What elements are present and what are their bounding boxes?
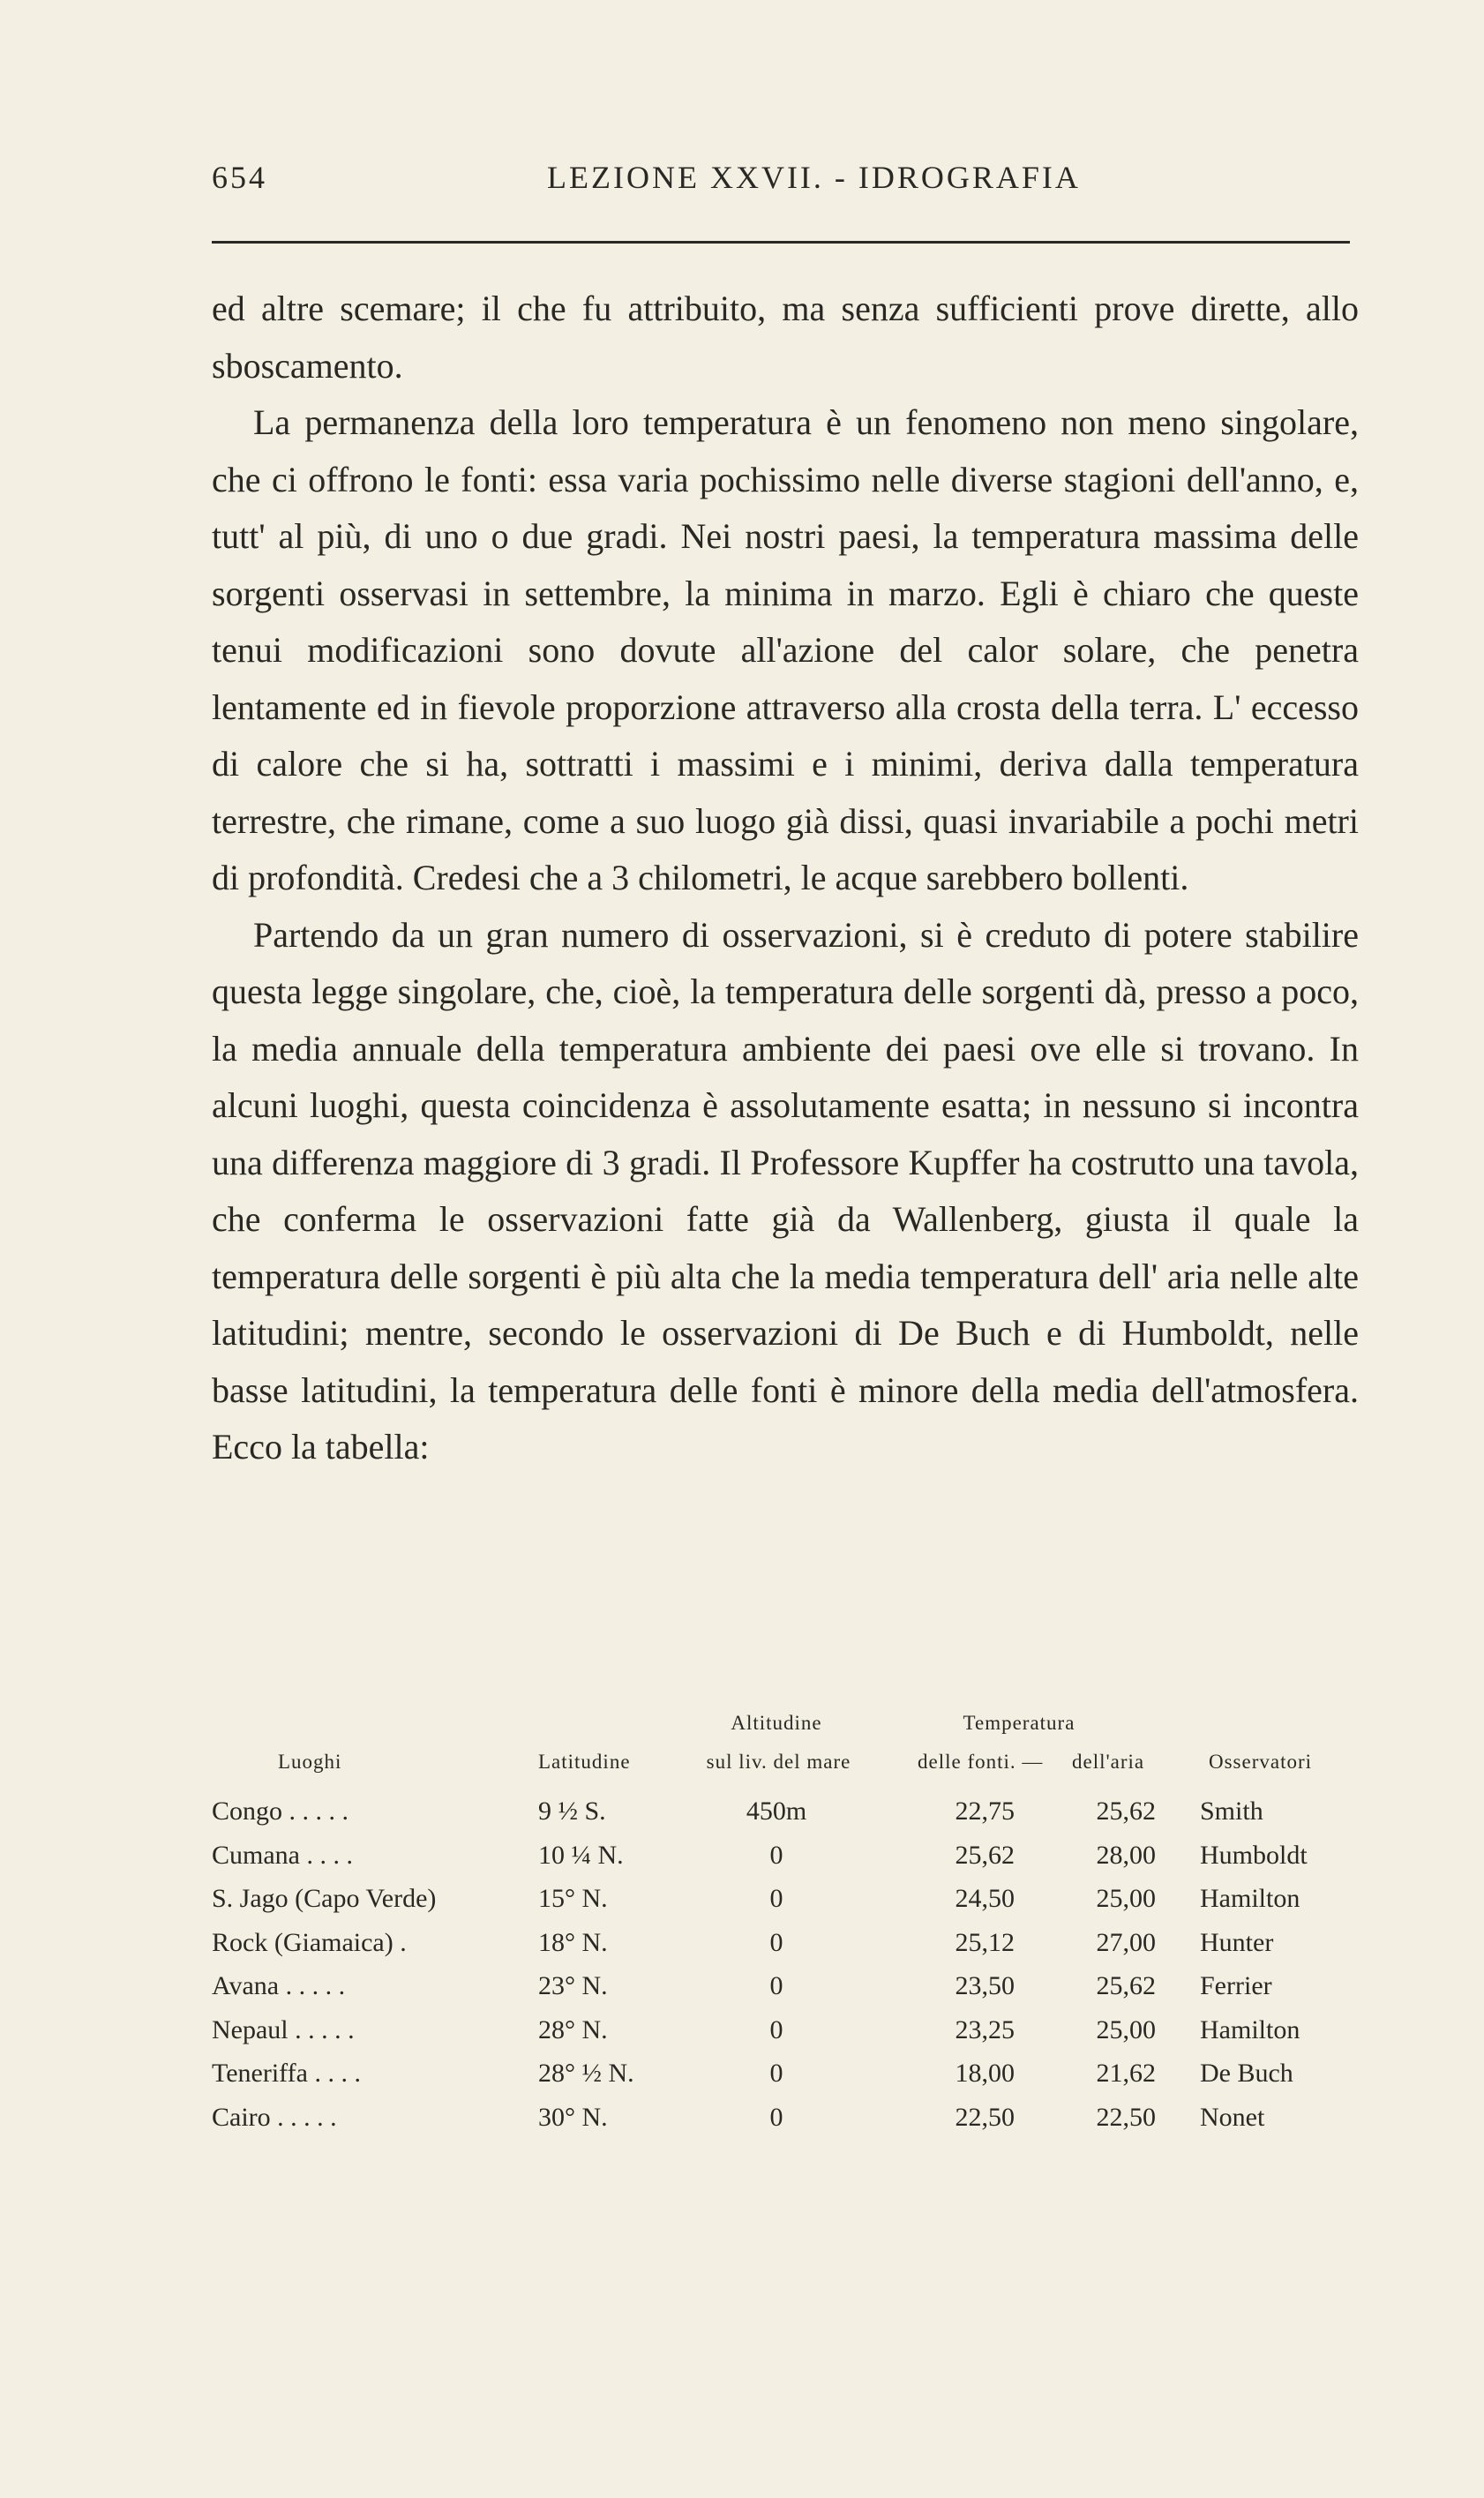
cell-latitude: 23° N. <box>538 1971 608 2000</box>
cell-observer: Ferrier <box>1200 1971 1272 2000</box>
cell-place: Teneriffa . . . . <box>212 2059 361 2088</box>
cell-altitude: 0 <box>769 1927 783 1957</box>
cell-observer: Hamilton <box>1200 1884 1300 1913</box>
cell-altitude: 0 <box>769 2059 783 2088</box>
table-row <box>212 2103 1350 2147</box>
cell-altitude: 450m <box>746 1797 807 1826</box>
table-row <box>212 1971 1350 2015</box>
cell-altitude: 0 <box>769 1840 783 1870</box>
table-row <box>212 2015 1350 2059</box>
paragraph-2: La permanenza della loro temperatura è un fenomeno non meno singolare, che ci offrono le fonti: essa varia pochissimo nelle diverse stagioni dell'anno, e, tutt' al più, di uno o due gradi. Nei nostri paesi, la temperatura massima delle sorgenti osservasi in settembre, la minima in marzo. Egli è chiaro che queste tenui modificazioni sono dovute all'azione del calor solare, che penetra lentamente ed in fievole proporzione attraverso alla crosta della terra. L' eccesso di calore che si ha, sottratti i massimi e i minimi, deriva dalla temperatura terrestre, che rimane, come a suo luogo già dissi, quasi invariabile a pochi metri di profondità. Credesi che a 3 chilometri, le acque sarebbero bollenti. <box>212 402 1359 897</box>
cell-spring-temp: 22,75 <box>955 1797 1015 1826</box>
cell-spring-temp: 23,50 <box>955 1971 1015 2000</box>
cell-spring-temp: 23,25 <box>955 2014 1015 2044</box>
cell-latitude: 28° ½ N. <box>538 2059 634 2088</box>
table-header <box>212 1712 1350 1797</box>
cell-spring-temp: 22,50 <box>955 2102 1015 2132</box>
header-altitude-2: sul liv. del mare <box>706 1751 851 1773</box>
cell-place: Avana . . . . . <box>212 1971 346 2000</box>
paragraph-3: Partendo da un gran numero di osservazioni, si è creduto di potere stabilire questa legge singolare, che, cioè, la temperatura delle sorgenti dà, presso a poco, la media annuale della temperatura ambiente dei paesi ove elle si trovano. In alcuni luoghi, questa coincidenza è assolutamente esatta; in nessuno si incontra una differenza maggiore di 3 gradi. Il Professore Kupffer ha costrutto una tavola, che conferma le osservazioni fatte già da Wallenberg, giusta il quale la temperatura delle sorgenti è più alta che la media temperatura dell' aria nelle alte latitudini; mentre, secondo le osservazioni di De Buch e di Humboldt, nelle basse latitudini, la temperatura delle fonti è minore della media dell'atmosfera. Ecco la tabella: <box>212 914 1359 1467</box>
header-places: Luoghi <box>278 1751 342 1773</box>
header-springs: delle fonti. — <box>918 1751 1044 1773</box>
cell-place: Congo . . . . . <box>212 1797 349 1826</box>
running-header <box>212 159 1350 212</box>
cell-observer: Humboldt <box>1200 1840 1308 1870</box>
cell-air-temp: 25,62 <box>1096 1797 1156 1826</box>
cell-spring-temp: 18,00 <box>955 2059 1015 2088</box>
cell-latitude: 9 ½ S. <box>538 1797 606 1826</box>
running-title: LEZIONE XXVII. - IDROGRAFIA <box>547 160 1081 195</box>
cell-observer: Hamilton <box>1200 2014 1300 2044</box>
cell-place: Rock (Giamaica) . <box>212 1927 407 1957</box>
cell-latitude: 15° N. <box>538 1884 608 1913</box>
cell-spring-temp: 25,12 <box>955 1927 1015 1957</box>
cell-altitude: 0 <box>769 2014 783 2044</box>
header-air: dell'aria <box>1072 1751 1145 1773</box>
cell-observer: Hunter <box>1200 1927 1274 1957</box>
cell-air-temp: 25,00 <box>1096 2014 1156 2044</box>
cell-altitude: 0 <box>769 2102 783 2132</box>
table-row <box>212 1797 1350 1841</box>
cell-altitude: 0 <box>769 1884 783 1913</box>
page-number: 654 <box>212 160 267 195</box>
header-latitude: Latitudine <box>538 1751 631 1773</box>
temperature-table <box>212 1712 1350 2146</box>
header-observers: Osservatori <box>1209 1751 1313 1773</box>
header-rule <box>212 241 1350 244</box>
cell-air-temp: 25,62 <box>1096 1971 1156 2000</box>
cell-observer: Smith <box>1200 1797 1263 1826</box>
paragraph-1: ed altre scemare; il che fu attribuito, ma senza sufficienti prove dirette, allo sboscamento. <box>212 289 1359 386</box>
cell-air-temp: 21,62 <box>1096 2059 1156 2088</box>
cell-altitude: 0 <box>769 1971 783 2000</box>
cell-observer: Nonet <box>1200 2102 1265 2132</box>
cell-place: S. Jago (Capo Verde) <box>212 1884 437 1913</box>
header-temperature: Temperatura <box>963 1712 1076 1734</box>
cell-latitude: 18° N. <box>538 1927 608 1957</box>
cell-air-temp: 27,00 <box>1096 1927 1156 1957</box>
table-row <box>212 2059 1350 2103</box>
cell-latitude: 10 ¼ N. <box>538 1840 624 1870</box>
body-text <box>212 281 1359 1476</box>
header-altitude-1: Altitudine <box>731 1712 822 1734</box>
cell-place: Cairo . . . . . <box>212 2102 337 2132</box>
cell-air-temp: 28,00 <box>1096 1840 1156 1870</box>
cell-place: Cumana . . . . <box>212 1840 353 1870</box>
table-row <box>212 1928 1350 1972</box>
table-row <box>212 1884 1350 1928</box>
cell-latitude: 28° N. <box>538 2014 608 2044</box>
cell-latitude: 30° N. <box>538 2102 608 2132</box>
cell-spring-temp: 25,62 <box>955 1840 1015 1870</box>
cell-place: Nepaul . . . . . <box>212 2014 355 2044</box>
table-row <box>212 1841 1350 1885</box>
cell-air-temp: 25,00 <box>1096 1884 1156 1913</box>
cell-observer: De Buch <box>1200 2059 1293 2088</box>
cell-spring-temp: 24,50 <box>955 1884 1015 1913</box>
cell-air-temp: 22,50 <box>1096 2102 1156 2132</box>
